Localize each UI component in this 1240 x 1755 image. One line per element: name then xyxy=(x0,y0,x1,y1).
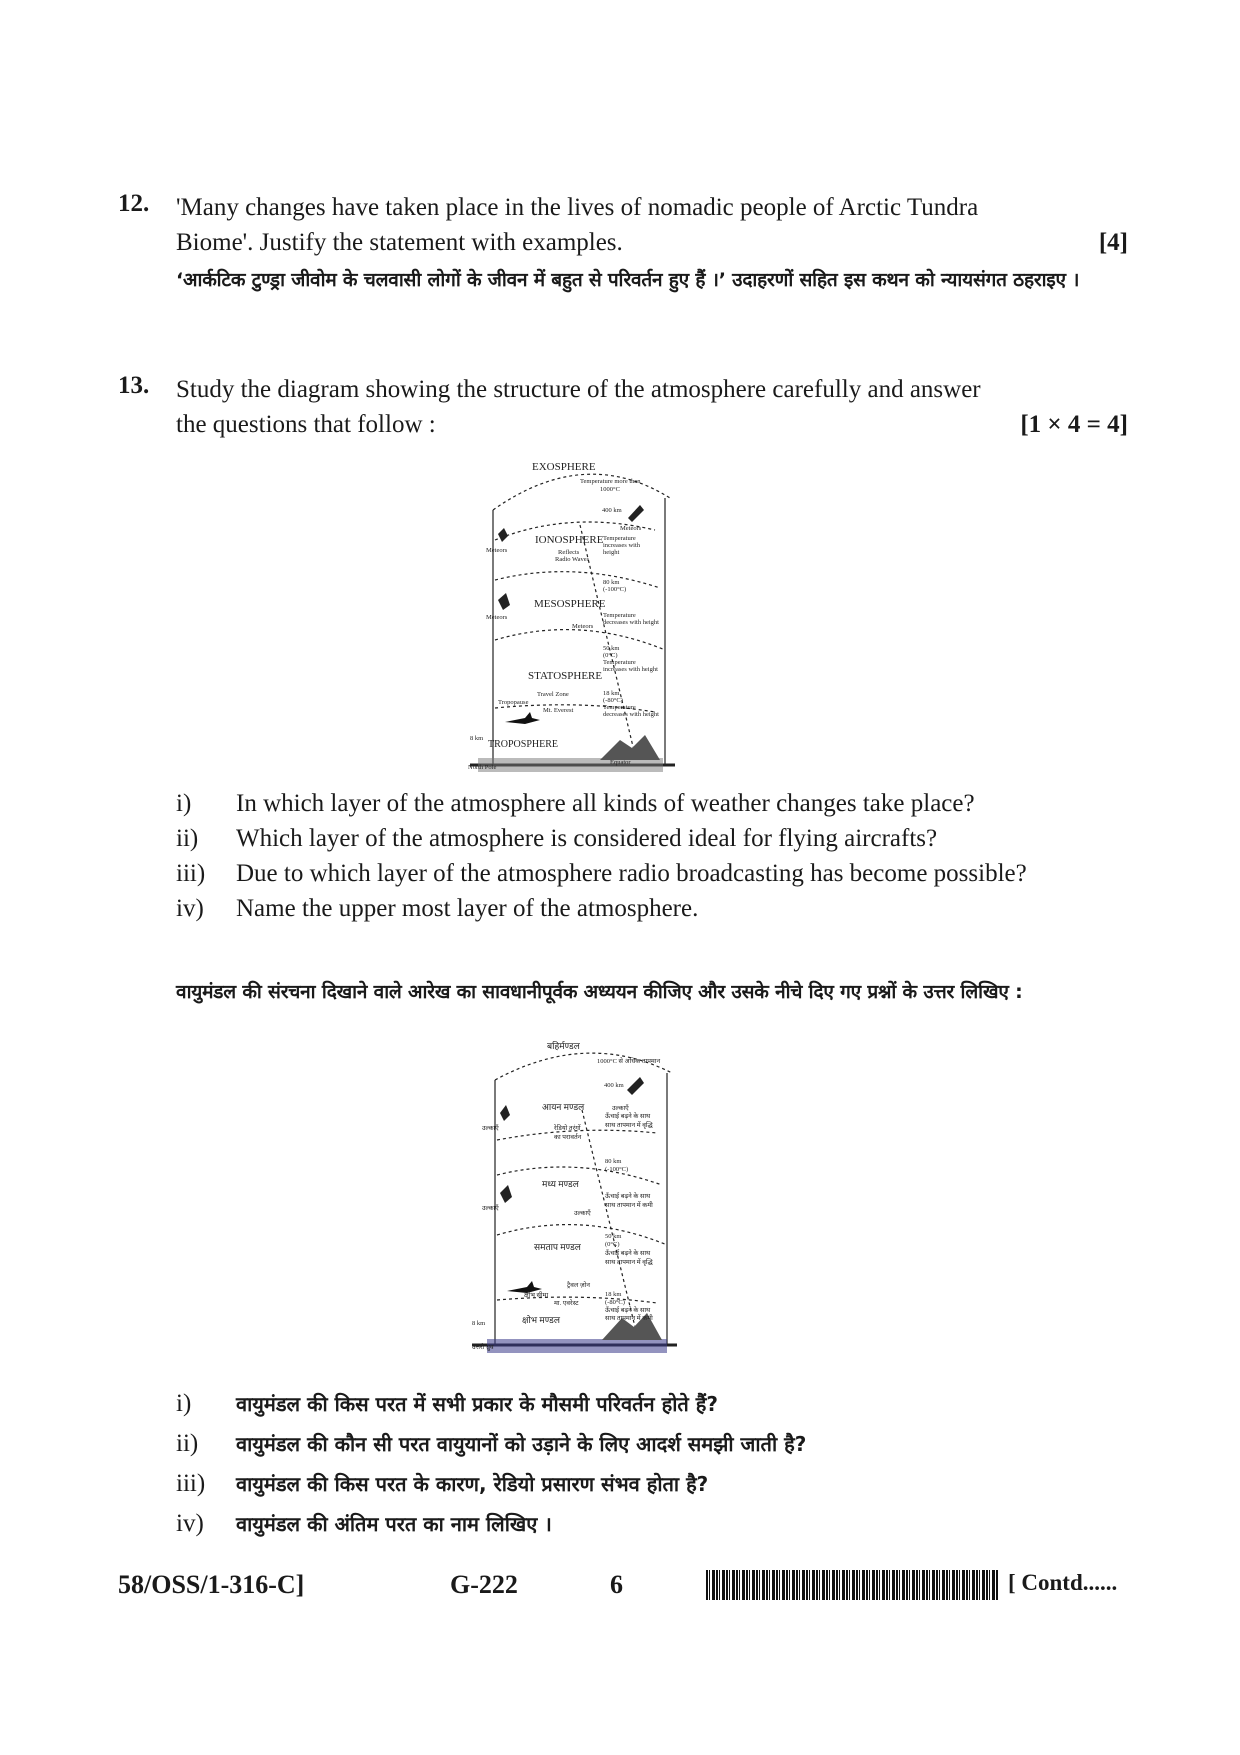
meteor-icon xyxy=(628,505,644,522)
subquestions-hi xyxy=(176,1384,1128,1544)
label-travel-zone: ट्रैवल ज़ोन xyxy=(567,1282,591,1289)
label-statosphere: समताप मण्डल xyxy=(534,1242,581,1252)
question-13 xyxy=(118,372,1128,442)
ground-hatch xyxy=(478,758,663,772)
label-temp: (-100°C) xyxy=(605,1166,629,1173)
list-item: iii) Due to which layer of the atmosphere radio broadcasting has become possible? xyxy=(176,860,1027,887)
label-troposphere: TROPOSPHERE xyxy=(488,739,559,750)
label-meteors: Meteors xyxy=(486,547,508,554)
label-temp: Temperature xyxy=(603,612,636,619)
question-12 xyxy=(118,190,1128,298)
list-item: i) In which layer of the atmosphere all kinds of weather changes take place? xyxy=(176,790,975,817)
barcode xyxy=(706,1570,998,1600)
page-footer xyxy=(118,1570,1128,1610)
label-temp: साथ तापमान में वृद्धि xyxy=(605,1259,653,1266)
label-km: 80 km xyxy=(605,1158,622,1165)
list-item: ii) वायुमंडल की कौन सी परत वायुयानों को उड़ाने के लिए आदर्श समझी जाती है? xyxy=(176,1430,807,1457)
list-item: i) वायुमंडल की किस परत में सभी प्रकार के मौसमी परिवर्तन होते हैं? xyxy=(176,1390,718,1417)
label-travel-zone: Travel Zone xyxy=(537,691,569,698)
atmosphere-diagram-en xyxy=(460,450,760,775)
question-text-hi: वायुमंडल की संरचना दिखाने वाले आरेख का सावधानीपूर्वक अध्ययन कीजिए और उसके नीचे दिए गए प्रश्नों के उत्तर लिखिए : xyxy=(176,981,1023,1003)
meteor-icon xyxy=(498,528,508,542)
label-temp: decreases with height xyxy=(603,619,659,626)
atmosphere-diagram-hi xyxy=(462,1035,762,1360)
label-temp: 1000°C से अधिक तापमान xyxy=(597,1058,661,1065)
label-radio-waves: का परावर्तन xyxy=(554,1134,582,1141)
label-temp: (-80°C) xyxy=(605,1299,625,1306)
meteor-icon xyxy=(500,1185,512,1203)
label-km: 400 km xyxy=(602,507,622,514)
label-troposphere: क्षोभ मण्डल xyxy=(522,1315,560,1325)
label-km: 8 km xyxy=(472,1320,486,1327)
label-temp: Temperature xyxy=(603,704,636,711)
question-line: Biome'. Justify the statement with examples. xyxy=(176,229,623,256)
label-km: 18 km xyxy=(605,1291,622,1298)
label-temp: increases with xyxy=(603,542,641,549)
label-temp: (-80°C) xyxy=(603,697,623,704)
aircraft-icon xyxy=(505,712,540,724)
label-temp: ऊँचाई बढ़ने के साथ xyxy=(605,1307,651,1314)
mountain-icon xyxy=(600,735,660,760)
label-mt-everest: Mt. Everest xyxy=(543,707,574,714)
list-item: iv) Name the upper most layer of the atmosphere. xyxy=(176,895,699,922)
label-temp: ऊँचाई बढ़ने के साथ xyxy=(605,1193,651,1200)
question-number: 13. xyxy=(118,372,150,399)
label-statosphere: STATOSPHERE xyxy=(528,670,603,682)
label-meteors: Meteors xyxy=(486,614,508,621)
label-temp: (0°C) xyxy=(603,652,618,659)
question-text-en xyxy=(176,190,1128,260)
label-km: 8 km xyxy=(470,735,484,742)
label-ionosphere: आयन मण्डल xyxy=(542,1102,585,1112)
marks: [4] xyxy=(1098,229,1128,256)
label-north-pole: North Pole xyxy=(468,764,497,771)
label-meteors: उल्काएँ xyxy=(612,1105,629,1112)
label-meteors: Meteors xyxy=(620,525,642,532)
label-temp: 1000°C xyxy=(600,486,620,493)
label-temp: साथ तापमान में वृद्धि xyxy=(605,1122,653,1129)
label-exosphere: EXOSPHERE xyxy=(532,461,596,473)
label-temp: (0°C) xyxy=(605,1241,620,1248)
label-radio-waves: Radio Waves xyxy=(555,556,590,563)
label-temp: Temperature xyxy=(603,659,636,666)
question-number: 12. xyxy=(118,190,150,217)
label-radio-waves: रेडियो तरंगों xyxy=(554,1125,581,1132)
list-item: iv) वायुमंडल की अंतिम परत का नाम लिखिए । xyxy=(176,1510,552,1537)
label-meteors: उल्काएँ xyxy=(574,1210,591,1217)
label-meteors: उल्काएँ xyxy=(482,1205,499,1212)
label-temp: height xyxy=(603,549,620,556)
label-temp: Temperature xyxy=(603,535,636,542)
ground-hatch xyxy=(487,1339,667,1353)
label-km: 50 km xyxy=(605,1233,622,1240)
set-code: G-222 xyxy=(450,1570,518,1599)
label-mesosphere: मध्य मण्डल xyxy=(542,1179,579,1189)
list-item: ii) Which layer of the atmosphere is considered ideal for flying aircrafts? xyxy=(176,825,938,852)
label-ionosphere: IONOSPHERE xyxy=(535,534,604,546)
question-line: Study the diagram showing the structure of the atmosphere carefully and answer xyxy=(176,376,981,403)
label-mt-everest: मा. एवरेस्ट xyxy=(554,1300,579,1307)
label-tropopause: क्षोभ सीमा xyxy=(524,1292,549,1299)
label-tropopause: Tropopause xyxy=(498,699,529,706)
meteor-icon xyxy=(500,1105,510,1121)
paper-code: 58/OSS/1-316-C] xyxy=(118,1570,305,1599)
question-text-hi: ‘आर्कटिक टुण्ड्रा जीवोम के चलवासी लोगों के जीवन में बहुत से परिवर्तन हुए हैं ।’ उदाहरणों सहित इस कथन को न्यायसंगत ठहराइए । xyxy=(176,269,1080,291)
label-meteors: Meteors xyxy=(572,623,594,630)
meteor-icon xyxy=(498,593,510,610)
label-temp: decreases with height xyxy=(603,711,659,718)
label-exosphere: बहिर्मण्डल xyxy=(547,1041,580,1051)
label-km: 50 km xyxy=(603,645,620,652)
meteor-icon xyxy=(627,1077,644,1095)
label-km: 400 km xyxy=(604,1082,624,1089)
label-mesosphere: MESOSPHERE xyxy=(534,598,606,610)
label-km: 18 km xyxy=(603,690,620,697)
label-reflects: Reflects xyxy=(558,549,580,556)
label-temp: Temperature more than xyxy=(580,478,641,485)
label-temp: increases with height xyxy=(603,666,658,673)
label-km: 80 km xyxy=(603,579,620,586)
label-temp: ऊँचाई बढ़ने के साथ xyxy=(605,1113,651,1120)
label-temp: (-100°C) xyxy=(603,586,627,593)
subquestions-en xyxy=(176,786,1128,926)
continued-note: [ Contd...... xyxy=(1008,1570,1118,1595)
label-equator: Equator xyxy=(610,759,631,766)
label-north-pole: उत्तरी ध्रुव xyxy=(472,1344,494,1351)
question-line: the questions that follow : xyxy=(176,411,436,438)
marks: [1 × 4 = 4] xyxy=(1020,411,1128,438)
label-temp: ऊँचाई बढ़ने के साथ xyxy=(605,1250,651,1257)
page-number: 6 xyxy=(610,1570,623,1599)
label-temp: साथ तापमान में कमी xyxy=(605,1202,653,1209)
label-temp: साथ तापमान में कमी xyxy=(605,1315,653,1322)
list-item: iii) वायुमंडल की किस परत के कारण, रेडियो प्रसारण संभव होता है? xyxy=(176,1470,709,1497)
label-meteors: उल्काएँ xyxy=(482,1125,499,1132)
question-line: 'Many changes have taken place in the lives of nomadic people of Arctic Tundra xyxy=(176,194,979,221)
